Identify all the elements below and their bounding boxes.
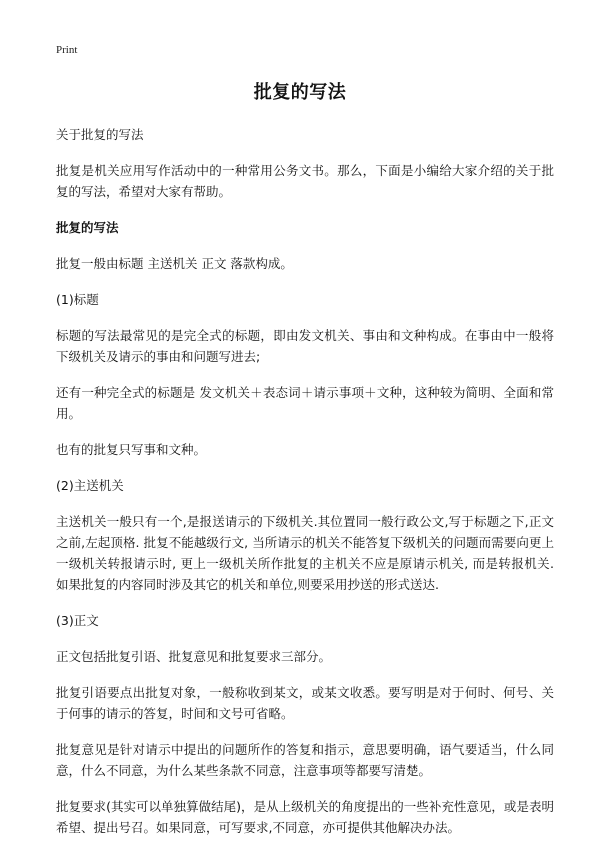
body-paragraph-2: 批复引语要点出批复对象，一般称收到某文，或某文收悉。要写明是对于何时、何号、关于何事的请示的答复，时间和文号可省略。: [56, 685, 554, 721]
structure-paragraph: 批复一般由标题 主送机关 正文 落款构成。: [56, 256, 293, 271]
section-heading: 批复的写法: [56, 220, 119, 235]
subheading-recipient: (2)主送机关: [56, 478, 124, 493]
intro-heading: 关于批复的写法: [56, 127, 144, 142]
print-label: Print: [56, 44, 78, 56]
title-paragraph-1: 标题的写法最常见的是完全式的标题，即由发文机关、事由和文种构成。在事由中一般将下级机关及请示的事由和问题写进去;: [56, 328, 554, 364]
recipient-paragraph: 主送机关一般只有一个,是报送请示的下级机关.其位置同一般行政公文,写于标题之下,正文之前,左起顶格. 批复不能越级行文, 当所请示的机关不能答复下级机关的问题而需要向更上一级机关转报请示时, 更上一级机关所作批复的主机关不应是原请示机关, 而是转报机关. 如果批复的内容同时涉及其它的机关和单位,则要采用抄送的形式送达.: [56, 514, 554, 592]
body-paragraph-3: 批复意见是针对请示中提出的问题所作的答复和指示，意思要明确，语气要适当，什么同意，什么不同意，为什么某些条款不同意，注意事项等都要写清楚。: [56, 742, 554, 778]
intro-paragraph: 批复是机关应用写作活动中的一种常用公务文书。那么，下面是小编给大家介绍的关于批复的写法，希望对大家有帮助。: [56, 163, 554, 199]
document-body: [56, 124, 554, 853]
title-paragraph-2: 还有一种完全式的标题是 发文机关＋表态词＋请示事项＋文种，这种较为简明、全面和常用。: [56, 385, 554, 421]
page-title: 批复的写法: [253, 82, 347, 103]
body-paragraph-1: 正文包括批复引语、批复意见和批复要求三部分。: [56, 649, 332, 664]
body-paragraph-4: 批复要求(其实可以单独算做结尾)，是从上级机关的角度提出的一些补充性意见，或是表明希望、提出号召。如果同意，可写要求,不同意，亦可提供其他解决办法。: [56, 799, 554, 835]
subheading-body: (3)正文: [56, 613, 99, 628]
subheading-title: (1)标题: [56, 292, 99, 307]
title-paragraph-3: 也有的批复只写事和文种。: [56, 442, 207, 457]
